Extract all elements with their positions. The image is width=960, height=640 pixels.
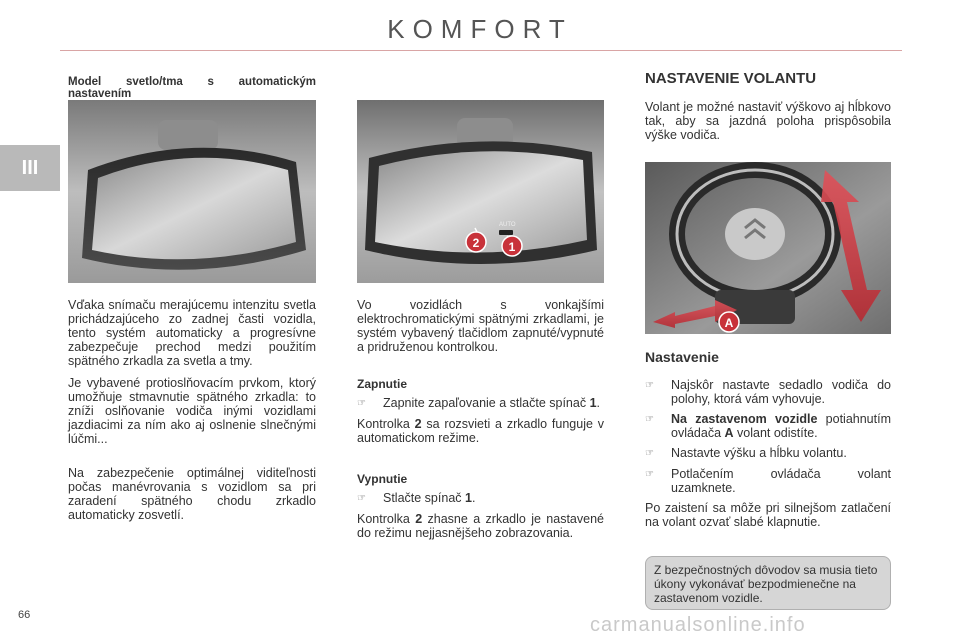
auto-switch	[499, 230, 513, 235]
middle-column-body	[357, 298, 604, 548]
mirror-image-left	[68, 100, 316, 283]
middle-intro: Vo vozidlách s vonkajšími elektrochromatickými spätnými zrkadlami, je systém vybavený tlačidlom zapnuté/vypnuté a pridruženou kontrolkou.	[357, 298, 604, 354]
pointer-icon: ☞	[645, 414, 654, 425]
page-number: 66	[18, 609, 31, 621]
steering-wheel-image	[645, 162, 891, 334]
mirror-image-middle	[357, 100, 604, 283]
adjustment-note: Po zaistení sa môže pri silnejšom zatlačení na volant ozvať slabé klapnutie.	[645, 501, 891, 529]
right-column-top	[645, 72, 891, 150]
page-title: KOMFORT	[387, 14, 573, 44]
auto-label: AUTO	[499, 222, 516, 228]
callout-a-label: A	[724, 316, 734, 330]
switch-off-title: Vypnutie	[357, 472, 408, 486]
adjustment-bullet: ☞ Nastavte výšku a hĺbku volantu.	[645, 446, 847, 460]
steering-section-title: NASTAVENIE VOLANTU	[645, 70, 817, 87]
steering-intro: Volant je možné nastaviť výškovo aj hĺbkovo tak, aby sa jazdná poloha prispôsobila výške vodiča.	[645, 100, 891, 142]
steering-wheel-illustration	[645, 162, 891, 334]
callout-1-label: 1	[508, 240, 516, 254]
pointer-icon: ☞	[357, 398, 366, 409]
left-paragraph: Je vybavené protioslňovacím prvkom, ktorý umožňuje stmavnutie spätného zrkadla: to zníži oslňovanie vodiča inými vozidlami jazdiacimi za ním ako aj oslnenie slnečnými lúčmi...	[68, 376, 316, 446]
rear-mirror-with-switch-illustration	[357, 100, 604, 283]
left-column-body	[68, 298, 316, 530]
switch-on-title: Zapnutie	[357, 377, 407, 391]
left-paragraph: Vďaka snímaču merajúcemu intenzitu svetla prichádzajúceho zo zadnej časti vozidla, tento systém automaticky a progresívne zabezpečuje prechod medzi použitím spätného zrkadla za svetla a tmy.	[68, 298, 316, 368]
watermark: carmanualsonline.info	[590, 614, 806, 636]
mirror-auto-subtitle: Model svetlo/tma s automatickým nastavením	[68, 76, 316, 100]
adjustment-bullet: ☞ Potlačením ovládača volant uzamknete.	[645, 467, 891, 495]
callout-2-label: 2	[472, 236, 480, 250]
right-column-body	[645, 350, 891, 537]
switch-on-result: Kontrolka 2 sa rozsvieti a zrkadlo funguje v automatickom režime.	[357, 417, 605, 445]
chapter-tab: III	[0, 145, 60, 191]
pointer-icon: ☞	[645, 469, 654, 480]
pointer-icon: ☞	[357, 493, 366, 504]
rear-mirror-illustration	[68, 100, 316, 283]
switch-off-result: Kontrolka 2 zhasne a zrkadlo je nastavené do režimu nejjasnějšeho zobrazovania.	[357, 512, 604, 540]
adjustment-subtitle: Nastavenie	[645, 349, 719, 365]
pointer-icon: ☞	[645, 448, 654, 459]
switch-off-bullet: ☞ Stlačte spínač 1.	[357, 491, 476, 505]
safety-note-box: Z bezpečnostných dôvodov sa musia tieto úkony vykonávať bezpodmienečne na zastavenom vozidle.	[645, 556, 891, 610]
left-paragraph: Na zabezpečenie optimálnej viditeľnosti počas manévrovania s vozidlom sa pri zaradení spätného chodu zrkadlo automaticky zosvetlí.	[68, 466, 316, 522]
pointer-icon: ☞	[645, 380, 654, 391]
switch-on-bullet: ☞ Zapnite zapaľovanie a stlačte spínač 1.	[357, 396, 600, 410]
adjustment-bullet: ☞ Najskôr nastavte sedadlo vodiča do polohy, ktorá vám vyhovuje.	[645, 378, 891, 406]
adjustment-bullet: ☞ Na zastavenom vozidle potiahnutím ovládača A volant odistíte.	[645, 412, 891, 440]
header-divider	[60, 50, 902, 51]
